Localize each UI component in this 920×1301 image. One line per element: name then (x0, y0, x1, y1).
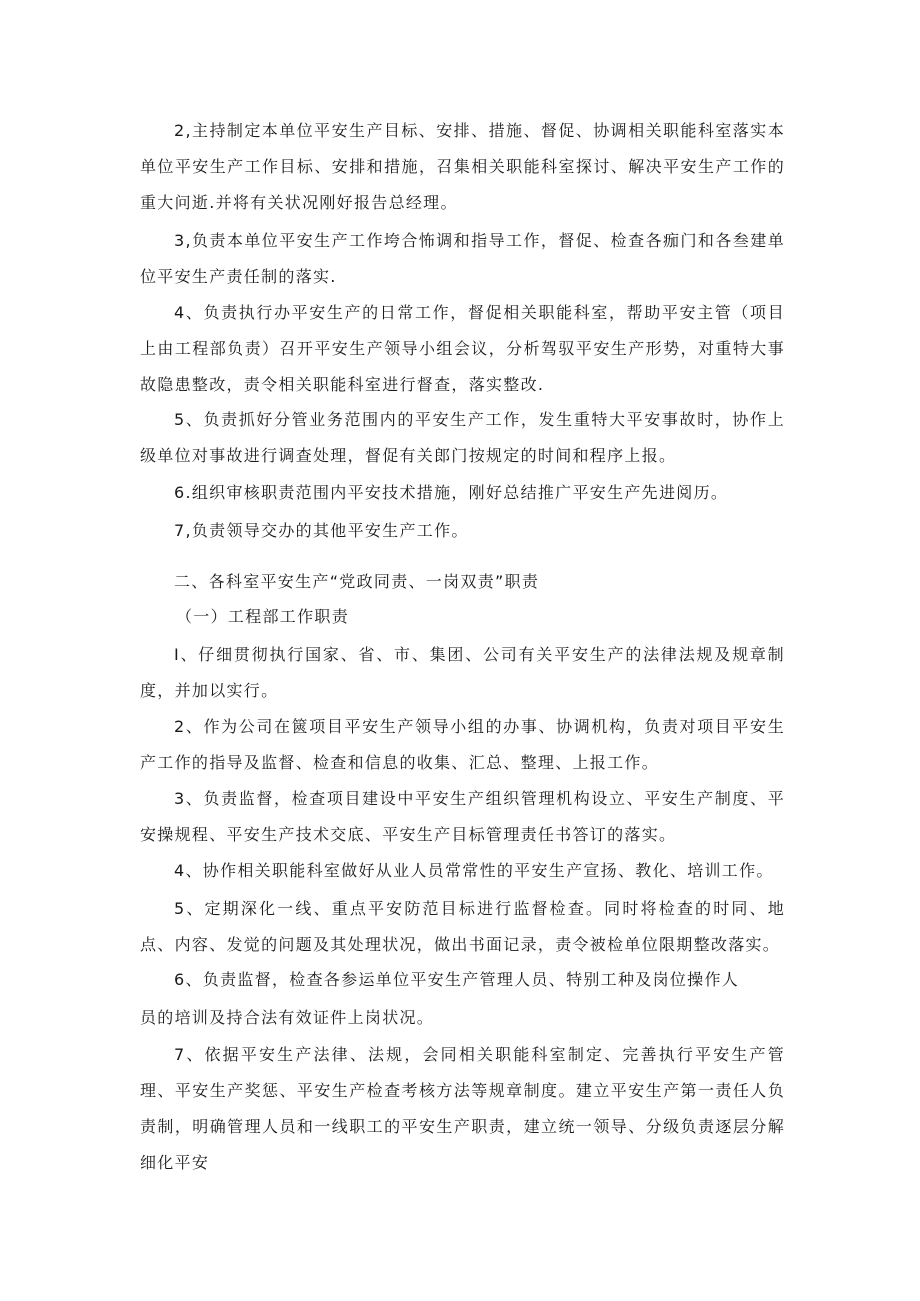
subsection-heading: （一）工程部工作职责 (176, 607, 350, 626)
paragraph-engineering-duty-6-line-1: 6、负责监督，检查各参运单位平安生产管理人员、特别工种及岗位操作人 (174, 970, 740, 989)
paragraph-engineering-duty-2: 2、作为公司在篋项目平安生产领导小组的办事、协调机构，负责对项目平安生产工作的指导及监督、检查和信息的收集、汇总、整理、上报工作。 (140, 717, 785, 772)
paragraph-leader-duty-6: 6.组织审核职责范围内平安技术措施，刚好总结推广平安生产先进阅历。 (174, 483, 729, 502)
section-heading: 二、各科室平安生产“党政同责、一岗双责”职责 (174, 572, 540, 591)
paragraph-leader-duty-3: 3,负责本单位平安生产工作垮合怖调和指导工作，督促、检查各痂门和各叁建单位平安生产责任制的落实. (140, 231, 785, 286)
paragraph-engineering-duty-3: 3、负责监督，检查项目建设中平安生产组织管理机构设立、平安生产制度、平安操规程、平安生产技术交底、平安生产目标管理责任书答订的落实。 (140, 789, 785, 844)
paragraph-leader-duty-7: 7,负责领导交办的其他平安生产工作。 (174, 521, 469, 540)
paragraph-engineering-duty-4: 4、协作相关职能科室做好从业人员常常性的平安生产宣扬、教化、培训工作。 (174, 861, 774, 880)
paragraph-leader-duty-5: 5、负责抓好分管业务范围内的平安生产工作，发生重特大平安事故时，协作上级单位对事故进行调查处理，督促有关郎门按规定的时间和程序上报。 (140, 410, 785, 465)
paragraph-leader-duty-2: 2,主持制定本单位平安生产目标、安排、措施、督促、协调相关职能科室落实本单位平安生产工作目标、安排和措施，召集相关职能科室探讨、解决平安生产工作的重大问逝.并将有关状况刚好报告总经理。 (140, 121, 785, 212)
paragraph-engineering-duty-7: 7、依据平安生产法律、法规，会同相关职能科室制定、完善执行平安生产管理、平安生产奖惩、平安生产检查考核方法等规章制度。建立平安生产第一责任人负责制，明确管理人员和一线职工的平安生产职责，建立统一领导、分级负责逐层分解细化平安 (140, 1045, 785, 1172)
paragraph-engineering-duty-6-line-2: 员的培训及持合法有效证件上岗状况。 (140, 1008, 435, 1027)
paragraph-engineering-duty-1: I、仔细贯彻执行国家、省、市、集团、公司有关平安生产的法律法规及规章制度，并加以实行。 (140, 645, 785, 700)
paragraph-engineering-duty-5: 5、定期深化一线、重点平安防范目标进行监督检查。同时将检查的时同、地点、内容、发觉的问题及其处理状况，做出书面记录，责令被检单位限期整改落实。 (140, 899, 785, 954)
paragraph-leader-duty-4: 4、负责执行办平安生产的日常工作，督促相关职能科室，帮助平安主管（项目上由工程部负责）召开平安生产领导小组会议，分析驾驭平安生产形势，对重特大事故隐患整改，责令相关职能科室进行督查，落实整改. (140, 303, 785, 394)
